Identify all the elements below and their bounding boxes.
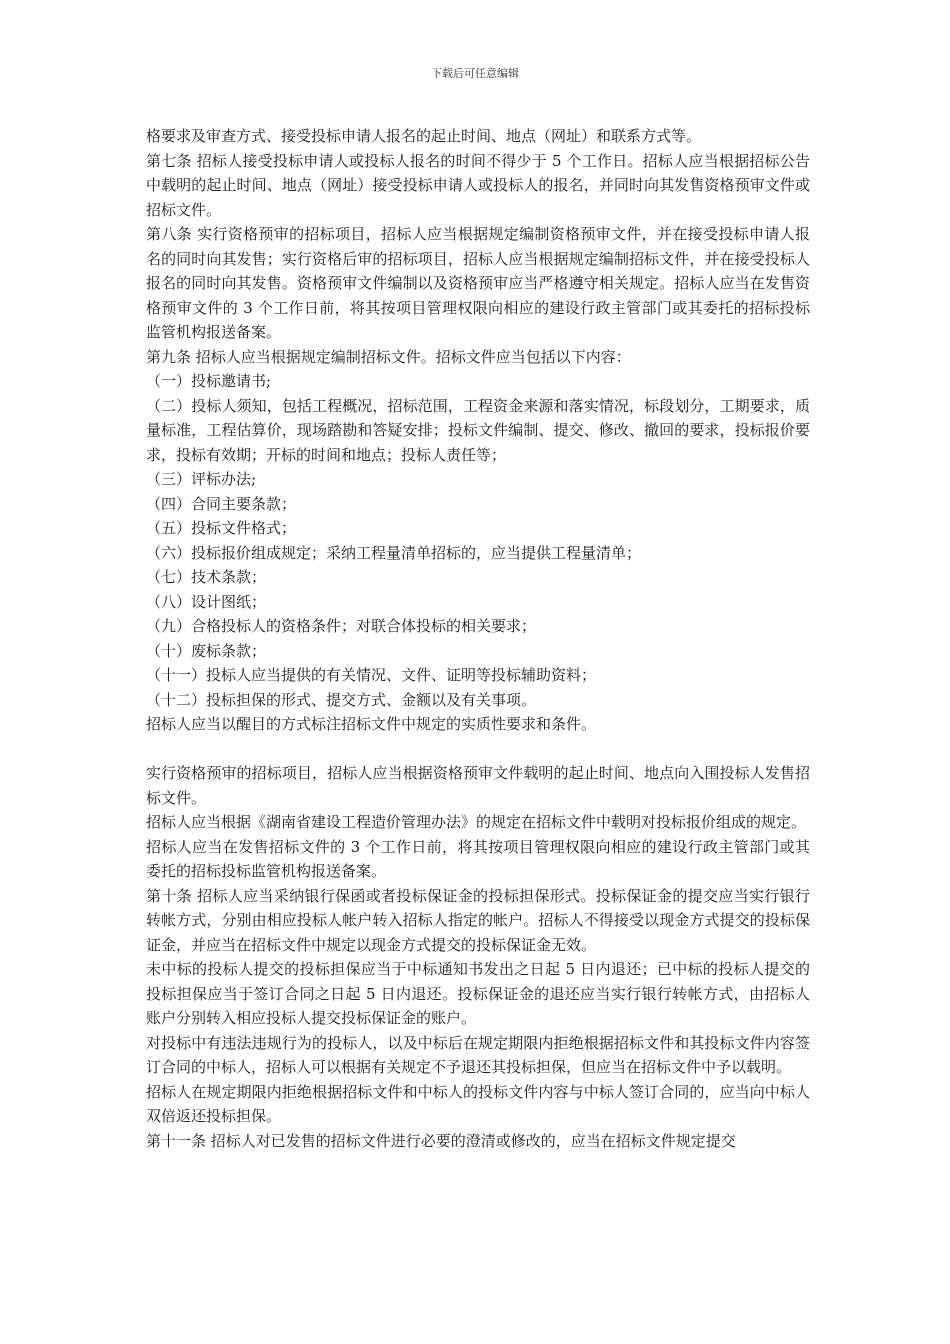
list-item: （五）投标文件格式； [146,519,297,537]
article-7: 第七条 招标人接受投标申请人或投标人报名的时间不得少于 5 个工作日。招标人应当根据招标公告中载明的起止时间、地点（网址）接受投标申请人或投标人的报名，并同时向其发售资格预审文件或招标文件。 [146,151,810,219]
article-9: 第九条 招标人应当根据规定编制招标文件。招标文件应当包括以下内容： [146,347,631,366]
list-item: （四）合同主要条款； [146,494,297,513]
paragraph: 招标人应当以醒目的方式标注招标文件中规定的实质性要求和条件。 [146,715,597,733]
list-item: （二）投标人须知，包括工程概况，招标范围，工程资金来源和落实情况，标段划分，工期要求，质量标准，工程估算价，现场踏勘和答疑安排；投标文件编制、提交、修改、撤回的要求，投标报价要求，投标有效期；开标的时间和地点；投标人责任等； [146,396,810,464]
article-8: 第八条 实行资格预审的招标项目，招标人应当根据规定编制资格预审文件，并在接受投标申请人报名的同时向其发售；实行资格后审的招标项目，招标人应当根据规定编制招标文件，并在接受投标人报名的同时向其发售。资格预审文件编制以及资格预审应当严格遵守相关规定。招标人应当在发售资格预审文件的 3 个工作日前，将其按项目管理权限向相应的建设行政主管部门或其委托的招标投标监管机构报送备案。 [146,225,810,341]
list-item: （一）投标邀请书; [146,372,272,390]
paragraph: 对投标中有违法违规行为的投标人，以及中标后在规定期限内拒绝根据招标文件和其投标文件内容签订合同的中标人，招标人可以根据有关规定不予退还其投标担保，但应当在招标文件中予以载明。 [146,1033,810,1076]
paragraph: 招标人应当根据《湖南省建设工程造价管理办法》的规定在招标文件中载明对投标报价组成的规定。 [146,813,807,831]
paragraph: 实行资格预审的招标项目，招标人应当根据资格预审文件载明的起止时间、地点向入围投标人发售招标文件。 [146,764,810,807]
list-item: （六）投标报价组成规定；采纳工程量清单招标的，应当提供工程量清单； [146,543,642,562]
paragraph: 格要求及审查方式、接受投标申请人报名的起止时间、地点（网址）和联系方式等。 [146,127,702,145]
document-body [146,124,810,1153]
list-item: （八）设计图纸； [146,592,267,611]
list-item: （十二）投标担保的形式、提交方式、金额以及有关事项。 [146,690,537,709]
paragraph: 未中标的投标人提交的投标担保应当于中标通知书发出之日起 5 日内退还；已中标的投标人提交的投标担保应当于签订合同之日起 5 日内退还。投标保证金的退还应当实行银行转帐方式，由招标人账户分别转入相应投标人提交投标保证金的账户。 [146,960,810,1027]
list-item: （十）废标条款； [146,641,267,660]
list-item: （三）评标办法; [146,470,257,488]
list-item: （十一）投标人应当提供的有关情况、文件、证明等投标辅助资料； [146,666,597,684]
page-header: 下载后可任意编辑 [431,67,519,80]
paragraph: 招标人在规定期限内拒绝根据招标文件和中标人的投标文件内容与中标人签订合同的，应当向中标人双倍返还投标担保。 [146,1082,810,1125]
list-item: （七）技术条款； [146,568,267,586]
paragraph: 招标人应当在发售招标文件的 3 个工作日前，将其按项目管理权限向相应的建设行政主管部门或其委托的招标投标监管机构报送备案。 [146,837,810,880]
article-11: 第十一条 招标人对已发售的招标文件进行必要的澄清或修改的，应当在招标文件规定提交 [146,1131,736,1150]
list-item: （九）合格投标人的资格条件；对联合体投标的相关要求； [146,617,537,635]
article-10: 第十条 招标人应当采纳银行保函或者投标保证金的投标担保形式。投标保证金的提交应当实行银行转帐方式，分别由相应投标人帐户转入招标人指定的帐户。招标人不得接受以现金方式提交的投标保证金，并应当在招标文件中规定以现金方式提交的投标保证金无效。 [146,886,810,954]
